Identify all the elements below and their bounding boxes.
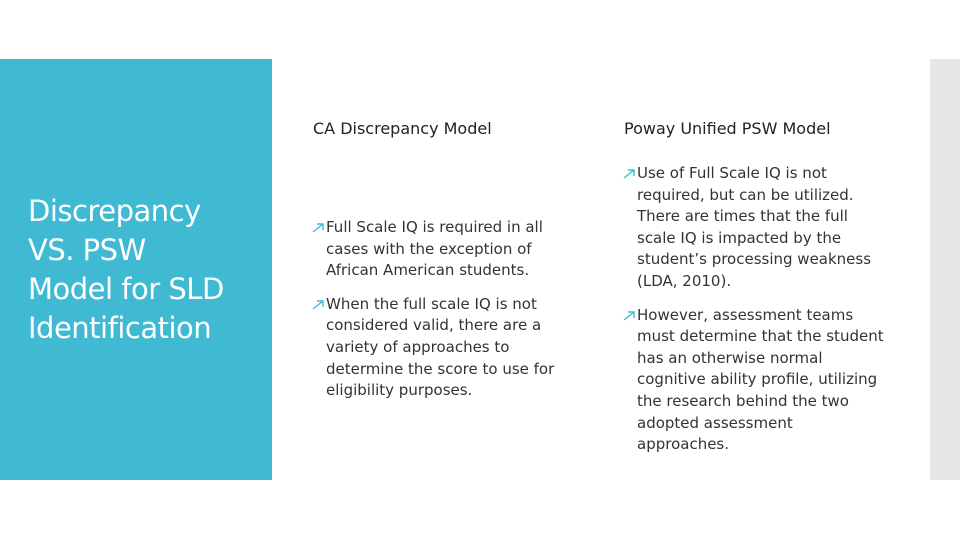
list-item [624, 305, 884, 456]
decorative-side-bar [930, 59, 960, 480]
bullet-text: Full Scale IQ is required in all cases with the exception of African American students. [326, 218, 543, 280]
title-line: Model for SLD [28, 272, 224, 306]
bullet-text: Use of Full Scale IQ is not required, but can be utilized. There are times that the full scale IQ is impacted by the student’s processing weakness (LDA, 2010). [637, 164, 872, 290]
bullet-arrow-icon [312, 299, 324, 311]
slide-title [28, 192, 264, 348]
bullet-arrow-icon [623, 168, 635, 180]
left-bullet-list [313, 217, 578, 414]
list-item [624, 163, 884, 293]
bullet-arrow-icon [623, 310, 635, 322]
title-line: Identification [28, 311, 212, 345]
right-bullet-list [624, 163, 884, 468]
list-item [313, 294, 578, 402]
left-column-heading: CA Discrepancy Model [313, 119, 492, 138]
right-column-heading: Poway Unified PSW Model [624, 119, 831, 138]
bullet-text: However, assessment teams must determine that the student has an otherwise normal cognitive ability profile, utilizing the research behind the two adopted assessment approaches. [637, 305, 884, 454]
bullet-arrow-icon [312, 222, 324, 234]
title-line: Discrepancy [28, 194, 201, 228]
list-item [313, 217, 578, 282]
title-line: VS. PSW [28, 233, 146, 267]
bullet-text: When the full scale IQ is not considered valid, there are a variety of approaches to determine the score to use for eligibility purposes. [326, 294, 555, 400]
